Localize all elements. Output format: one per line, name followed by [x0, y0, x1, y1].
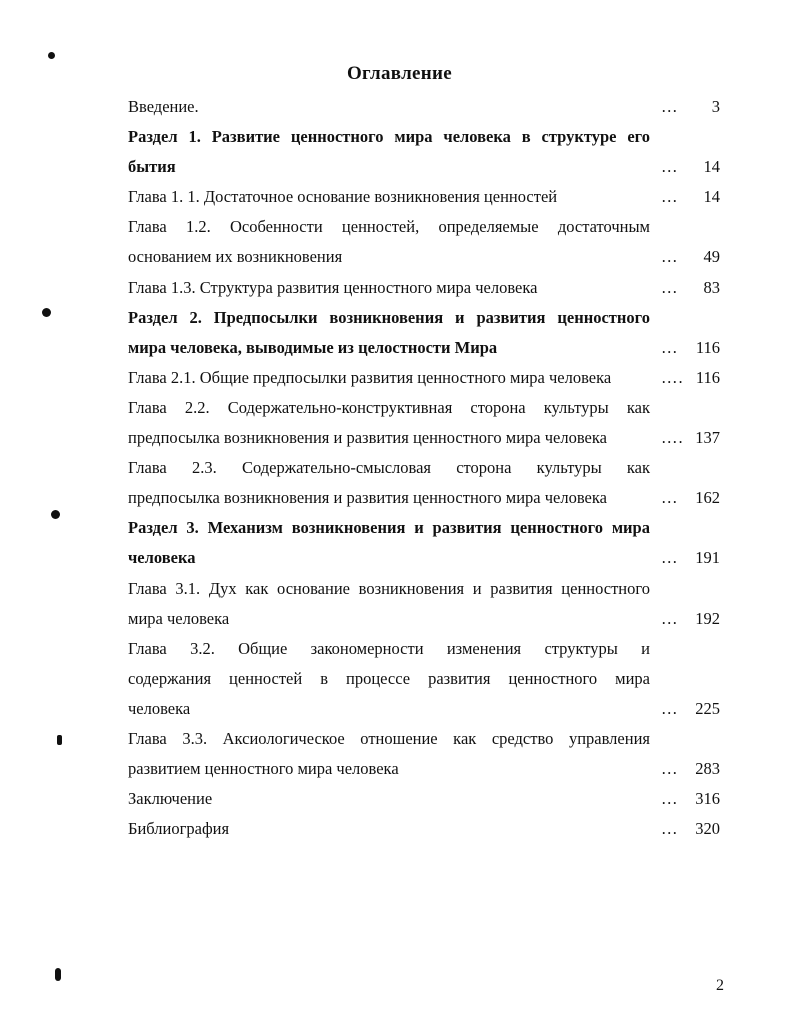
- toc-entry-line: [128, 694, 728, 724]
- toc-entry-line: [128, 543, 728, 573]
- toc-leader-dots: …: [661, 698, 679, 718]
- toc-leader-dots: …: [661, 819, 679, 839]
- toc-leader-dots: …: [661, 608, 679, 628]
- toc-entry-text: Глава 1. 1. Достаточное основание возникновения ценностей: [128, 187, 558, 207]
- toc-entry-text: Раздел 3. Механизм возникновения и развития ценностного мира: [128, 518, 650, 538]
- scan-speck: [42, 308, 51, 317]
- toc-page-number: 14: [703, 157, 720, 177]
- toc-entry: [128, 513, 728, 573]
- toc-entry-line: [128, 423, 728, 453]
- toc-entry-line: [128, 212, 728, 242]
- toc-entry-line: [128, 182, 728, 212]
- toc-leader-dots: …: [661, 488, 679, 508]
- toc-page-number: 14: [703, 187, 720, 207]
- toc-page-number: 83: [703, 277, 720, 297]
- toc-entry: [128, 814, 728, 844]
- toc-entry-line: [128, 393, 728, 423]
- toc-leader-dots: …: [661, 247, 679, 267]
- toc-page-number: 116: [695, 367, 720, 387]
- toc-page-number: 3: [711, 97, 720, 116]
- toc-page-number: 137: [695, 428, 720, 448]
- toc-page-number: 320: [695, 819, 720, 839]
- toc-entry-text: Раздел 2. Предпосылки возникновения и развития ценностного: [128, 307, 650, 327]
- toc-entry-text: человека: [128, 698, 191, 718]
- scan-speck: [48, 52, 55, 59]
- toc-entry-text: Глава 1.3. Структура развития ценностного мира человека: [128, 277, 538, 297]
- table-of-contents: [128, 92, 728, 844]
- toc-entry-line: [128, 513, 728, 543]
- toc-entry-line: [128, 242, 728, 272]
- toc-entry-line: [128, 664, 728, 694]
- toc-entry-text: бытия: [128, 157, 176, 177]
- toc-entry: [128, 303, 728, 363]
- scan-speck: [55, 968, 61, 981]
- toc-leader-dots: …: [661, 548, 679, 568]
- toc-entry-line: [128, 363, 728, 393]
- toc-entry: [128, 273, 728, 303]
- page-title: Оглавление: [346, 63, 453, 84]
- toc-entry-text: основанием их возникновения: [128, 247, 343, 267]
- toc-page-number: 191: [695, 548, 720, 568]
- toc-entry-line: [128, 604, 728, 634]
- toc-leader-dots: …: [661, 759, 679, 779]
- toc-entry-text: предпосылка возникновения и развития ценностного мира человека: [128, 428, 607, 448]
- toc-entry-text: содержания ценностей в процессе развития ценностного мира: [128, 668, 650, 688]
- toc-entry: [128, 393, 728, 453]
- toc-entry-line: [128, 724, 728, 754]
- toc-entry-text: Глава 2.2. Содержательно-конструктивная сторона культуры как: [128, 397, 650, 417]
- toc-entry: [128, 574, 728, 634]
- toc-entry-line: [128, 483, 728, 513]
- toc-entry: [128, 92, 728, 122]
- toc-entry-text: Глава 1.2. Особенности ценностей, определяемые достаточным: [128, 217, 650, 237]
- toc-entry-line: [128, 453, 728, 483]
- toc-entry-line: [128, 634, 728, 664]
- toc-entry-text: Глава 3.2. Общие закономерности изменения структуры и: [128, 638, 650, 658]
- page-number: 2: [716, 977, 724, 994]
- toc-entry-line: [128, 333, 728, 363]
- toc-entry-text: Раздел 1. Развитие ценностного мира человека в структуре его: [128, 127, 650, 147]
- toc-entry-line: [128, 784, 728, 814]
- toc-leader-dots: …: [661, 187, 679, 207]
- toc-entry: [128, 724, 728, 784]
- toc-leader-dots: ….: [661, 367, 684, 387]
- toc-page-number: 49: [703, 247, 720, 267]
- toc-entry: [128, 453, 728, 513]
- toc-entry: [128, 122, 728, 182]
- toc-entry-line: [128, 122, 728, 152]
- toc-entry-line: [128, 92, 728, 122]
- toc-page-number: 225: [695, 698, 720, 718]
- scan-speck: [51, 510, 60, 519]
- toc-leader-dots: …: [661, 277, 679, 297]
- toc-entry-text: Глава 2.3. Содержательно-смысловая сторона культуры как: [128, 458, 650, 478]
- toc-entry-line: [128, 574, 728, 604]
- toc-entry-line: [128, 273, 728, 303]
- toc-entry-text: Глава 2.1. Общие предпосылки развития ценностного мира человека: [128, 367, 612, 387]
- toc-page-number: 192: [695, 608, 720, 628]
- toc-page-number: 316: [695, 789, 720, 809]
- toc-page-number: 162: [695, 488, 720, 508]
- toc-entry-text: Введение.: [128, 97, 199, 116]
- toc-entry-line: [128, 303, 728, 333]
- toc-leader-dots: …: [661, 337, 679, 357]
- toc-entry-line: [128, 152, 728, 182]
- toc-entry-text: человека: [128, 548, 196, 568]
- toc-entry-text: развитием ценностного мира человека: [128, 759, 399, 779]
- toc-entry: [128, 634, 728, 724]
- toc-entry-text: мира человека, выводимые из целостности Мира: [128, 337, 498, 357]
- toc-page-number: 116: [695, 337, 720, 357]
- toc-entry-text: Заключение: [128, 789, 213, 809]
- toc-entry-text: мира человека: [128, 608, 230, 628]
- toc-entry-text: Глава 3.1. Дух как основание возникновения и развития ценностного: [128, 578, 650, 598]
- toc-leader-dots: …: [661, 789, 679, 809]
- toc-leader-dots: …: [661, 157, 679, 177]
- toc-entry-line: [128, 754, 728, 784]
- toc-leader-dots: …: [661, 97, 679, 116]
- toc-entry: [128, 212, 728, 272]
- toc-entry-text: предпосылка возникновения и развития ценностного мира человека: [128, 488, 607, 508]
- scan-speck: [57, 735, 62, 745]
- toc-entry-text: Библиография: [128, 819, 230, 839]
- toc-page-number: 283: [695, 759, 720, 779]
- toc-entry: [128, 784, 728, 814]
- toc-leader-dots: ….: [661, 428, 684, 448]
- toc-entry-line: [128, 814, 728, 844]
- toc-entry-text: Глава 3.3. Аксиологическое отношение как средство управления: [128, 728, 650, 748]
- toc-entry: [128, 182, 728, 212]
- toc-entry: [128, 363, 728, 393]
